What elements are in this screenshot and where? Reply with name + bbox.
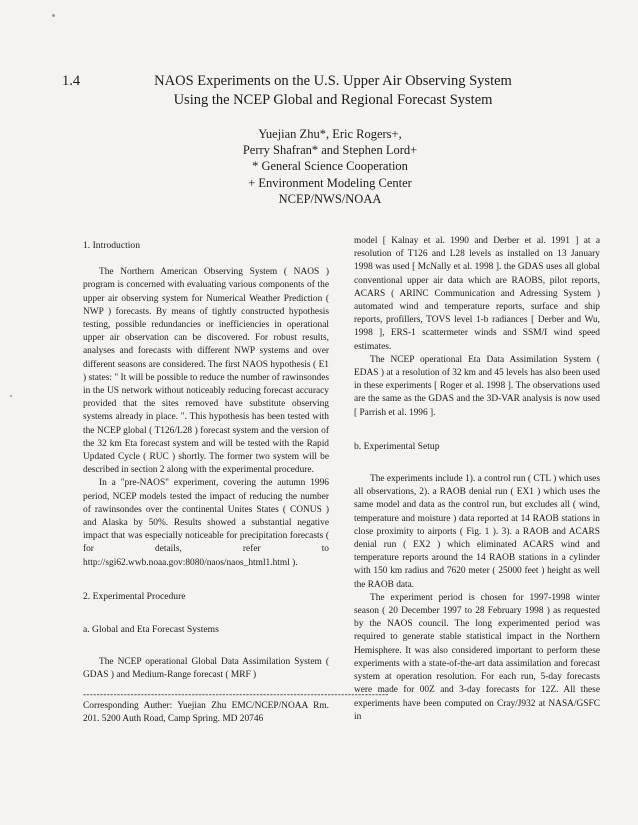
subsection-b-heading: b. Experimental Setup — [354, 440, 440, 452]
affiliation-line-1: * General Science Cooperation — [252, 159, 408, 174]
corresponding-author: Corresponding Auther: Yuejian Zhu EMC/NCEP/NOAA Rm. 201. 5200 Auth Road, Camp Spring. MD 20746 — [83, 700, 329, 724]
subsection-a-paragraph: The NCEP operational Global Data Assimilation System ( GDAS ) and Medium-Range forecast ( MRF ) — [83, 657, 329, 681]
continuation-paragraph-1: model [ Kalnay et al. 1990 and Derber et al. 1991 ] at a resolution of T126 and L28 levels as installed on 13 January 1998 was used [ McNally et al. 1998 ]. the GDAS uses all global conventional upper air data which are RAOBS, pilot reports, ACARS ( ARINC Communication and Adressing System ) automated wind and temperature reports, surface and ship reports, profillers, TOVS level 1-b radiances [ Derber and Wu, 1998 ], ERS-1 scattermeter winds and SSM/I wind speed estimates. — [354, 236, 600, 352]
introduction-paragraph-2: In a "pre-NAOS" experiment, covering the autumn 1996 period, NCEP models tested the impact of reducing the number of rawinsondes over the continental Unites States ( CONUS ) and Alaska by 50%. Results showed a substantial negative impact that was especially noticeable for precipitation forecasts ( for details, refer to http://sgi62.wwb.noaa.gov:8080/naos/naos_html1.html ). — [83, 478, 329, 568]
subsection-a-heading: a. Global and Eta Forecast Systems — [83, 624, 219, 636]
scan-speck — [52, 14, 55, 17]
left-column — [83, 239, 389, 726]
affiliation-line-3: NCEP/NWS/NOAA — [278, 191, 382, 206]
introduction-heading: 1. Introduction — [83, 240, 141, 251]
title-line-1: NAOS Experiments on the U.S. Upper Air Observing System — [154, 73, 512, 89]
subsection-b-paragraph-2: The experiment period is chosen for 1997-1998 winter season ( 20 December 1997 to 28 February 1998 ) as requested by the NAOS council. The long experimented period was required to generate stable statistical impact in the Northern Hemisphere. It was also considered important to perform these experiments with a state-of-the-art data assimilation and forecast system at operation resolution. For each run, 5-day forecasts were made for 00Z and 3-day forecasts for 12Z. All these experiments have been computed on Cray/J932 at NASA/GSFC in — [354, 592, 600, 722]
right-column — [354, 235, 600, 724]
affiliation-line-2: + Environment Modeling Center — [248, 175, 412, 190]
author-line-1: Yuejian Zhu*, Eric Rogers+, — [258, 127, 402, 141]
scan-speck — [10, 395, 12, 397]
title-line-2: Using the NCEP Global and Regional Forecast System — [173, 92, 493, 108]
author-line-2: Perry Shafran* and Stephen Lord+ — [242, 143, 418, 158]
section-number: 1.4 — [62, 73, 81, 89]
subsection-b-paragraph-1: The experiments include 1). a control run ( CTL ) which uses all observations, 2). a RAOB denial run ( EX1 ) which uses the same model and data as the control run, but excludes all ( wind, temperature and moisture ) data reported at 14 RAOB stations in close proximity to airports ( Fig. 1 ). 3). a RAOB and ACARS denial run ( EX2 ) which eliminated ACARS wind and temperature reports around the 14 RAOB stations in a cylinder with 150 km radius and 7620 meter ( 25000 feet ) height as well the RAOB data. — [354, 474, 600, 590]
introduction-paragraph-1: The Northern American Observing System ( NAOS ) program is concerned with evaluating various components of the upper air observing system for Numerical Weather Prediction ( NWP ) forecasts. By means of tightly constructed hypothesis testing, possible redundancies or inefficiencies in operational upper air observation can be discovered. For robust results, analyses and forecasts with different NWP systems and over different seasons are considered. The first NAOS hypothesis ( E1 ) states: " It will be possible to reduce the number of rawinsondes in the US network without noticeably reducing forecast accuracy provided that the sites removed have substitute observing systems already in place. ". This hypothesis has been tested with the NCEP global ( T126/L28 ) forecast system and the version of the 32 km Eta forecast system and will be tested with the Rapid Updated Cycle ( RUC ) shortly. The former two system will be described in section 2 along with the experimental procedure. — [83, 267, 329, 476]
author-block — [150, 126, 510, 207]
paper-title — [108, 72, 558, 110]
procedure-heading: 2. Experimental Procedure — [83, 590, 186, 602]
footnote-rule: ------------------------------------------------------------------------------------------ — [83, 688, 389, 699]
continuation-paragraph-2: The NCEP operational Eta Data Assimilation System ( EDAS ) at a resolution of 32 km and 45 levels has also been used in these experiments [ Roger et al. 1998 ]. The observations used are the same as the GDAS and the 3D-VAR analysis is now used [ Parrish et al. 1996 ]. — [354, 354, 600, 418]
